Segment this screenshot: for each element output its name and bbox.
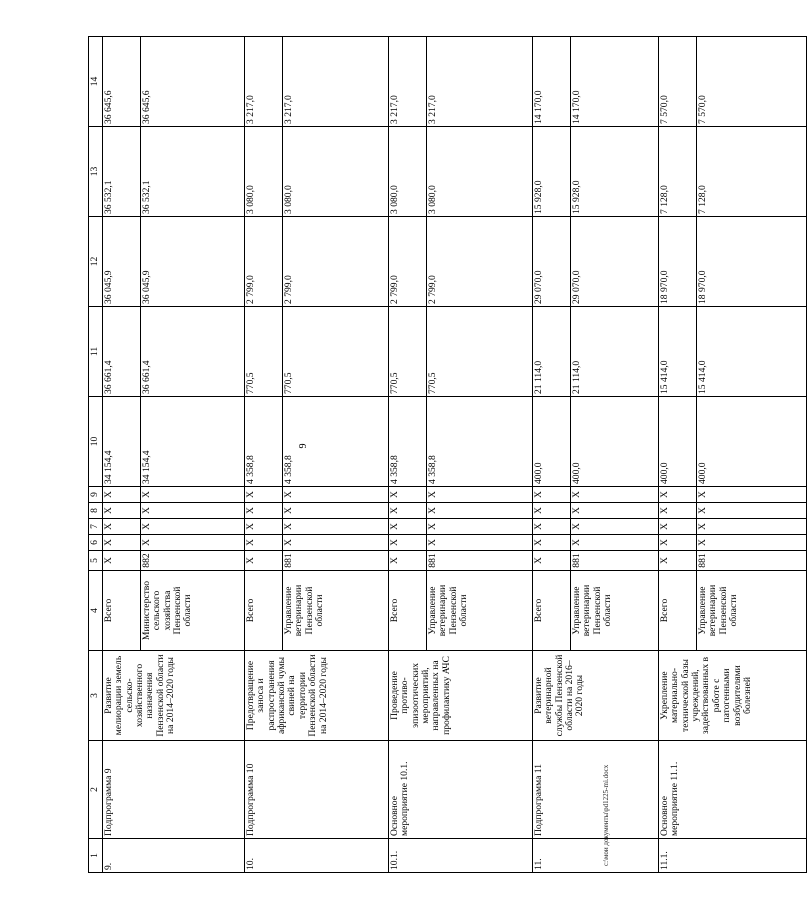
program-title-cell: Предотвращение заноса и распространения африканской чумы свиней на территории Пензенской области на 2014–2020 годы xyxy=(245,651,389,741)
code-cell: Х xyxy=(103,519,141,535)
code-cell: Х xyxy=(697,519,807,535)
amount-cell: 400,0 xyxy=(571,397,659,487)
executor-cell: Министерство сельского хозяйства Пензенской области xyxy=(141,571,245,651)
column-number-header: 3 xyxy=(89,651,103,741)
amount-cell: 36 661,4 xyxy=(103,307,141,397)
amount-cell: 3 217,0 xyxy=(427,37,533,127)
program-title-cell: Укрепление материально-технической базы учреждений, задействованных в работе с патогенными возбудителями болезней xyxy=(659,651,807,741)
code-cell: 881 xyxy=(283,551,389,571)
amount-cell: 3 080,0 xyxy=(389,127,427,217)
row-number-cell: 10.1. xyxy=(389,839,533,873)
amount-cell: 15 928,0 xyxy=(533,127,571,217)
code-cell: Х xyxy=(571,519,659,535)
program-name-cell: Подпрограмма 10 xyxy=(245,741,389,839)
amount-cell: 34 154,4 xyxy=(141,397,245,487)
amount-cell: 36 645,6 xyxy=(103,37,141,127)
column-number-header: 5 xyxy=(89,551,103,571)
column-number-header: 9 xyxy=(89,487,103,503)
code-cell: Х xyxy=(103,535,141,551)
amount-cell: 15 414,0 xyxy=(659,307,697,397)
executor-cell: Управление ветеринарии Пензенской области xyxy=(571,571,659,651)
amount-cell: 7 570,0 xyxy=(659,37,697,127)
code-cell: Х xyxy=(697,487,807,503)
code-cell: Х xyxy=(283,519,389,535)
code-cell: Х xyxy=(245,535,283,551)
column-number-header: 1 xyxy=(89,839,103,873)
amount-cell: 36 045,9 xyxy=(141,217,245,307)
amount-cell: 14 170,0 xyxy=(533,37,571,127)
code-cell: Х xyxy=(245,551,283,571)
code-cell: Х xyxy=(245,519,283,535)
code-cell: Х xyxy=(533,551,571,571)
amount-cell: 3 217,0 xyxy=(389,37,427,127)
amount-cell: 2 799,0 xyxy=(245,217,283,307)
amount-cell: 7 128,0 xyxy=(659,127,697,217)
executor-cell: Всего xyxy=(659,571,697,651)
budget-table xyxy=(88,36,807,873)
code-cell: 881 xyxy=(697,551,807,571)
column-number-header: 8 xyxy=(89,503,103,519)
code-cell: Х xyxy=(283,487,389,503)
amount-cell: 4 358,8 xyxy=(245,397,283,487)
code-cell: Х xyxy=(103,503,141,519)
amount-cell: 14 170,0 xyxy=(571,37,659,127)
code-cell: Х xyxy=(245,503,283,519)
table-row xyxy=(533,37,571,873)
amount-cell: 2 799,0 xyxy=(427,217,533,307)
amount-cell: 400,0 xyxy=(533,397,571,487)
code-cell: Х xyxy=(103,551,141,571)
code-cell: Х xyxy=(103,487,141,503)
amount-cell: 18 970,0 xyxy=(697,217,807,307)
amount-cell: 29 070,0 xyxy=(571,217,659,307)
executor-cell: Всего xyxy=(389,571,427,651)
amount-cell: 400,0 xyxy=(697,397,807,487)
code-cell: Х xyxy=(571,503,659,519)
executor-cell: Управление ветеринарии Пензенской области xyxy=(697,571,807,651)
amount-cell: 770,5 xyxy=(389,307,427,397)
code-cell: Х xyxy=(659,535,697,551)
table-row xyxy=(389,37,427,873)
amount-cell: 36 532,1 xyxy=(103,127,141,217)
program-title-cell: Развитие ветеринарной службы Пензенской области на 2016–2020 годы xyxy=(533,651,659,741)
code-cell: Х xyxy=(659,551,697,571)
footer-file-path: c:\мои документы\pd1225-mi.docx xyxy=(602,764,610,866)
code-cell: 881 xyxy=(427,551,533,571)
amount-cell: 36 645,6 xyxy=(141,37,245,127)
column-number-header: 12 xyxy=(89,217,103,307)
code-cell: Х xyxy=(389,551,427,571)
amount-cell: 2 799,0 xyxy=(283,217,389,307)
column-number-header: 4 xyxy=(89,571,103,651)
code-cell: Х xyxy=(141,535,245,551)
executor-cell: Управление ветеринарии Пензенской области xyxy=(427,571,533,651)
code-cell: 882 xyxy=(141,551,245,571)
column-number-header: 11 xyxy=(89,307,103,397)
row-number-cell: 10. xyxy=(245,839,389,873)
row-number-cell: 9. xyxy=(103,839,245,873)
table-row xyxy=(659,37,697,873)
code-cell: Х xyxy=(697,535,807,551)
code-cell: Х xyxy=(659,519,697,535)
amount-cell: 770,5 xyxy=(283,307,389,397)
code-cell: Х xyxy=(659,487,697,503)
header-row xyxy=(89,37,103,873)
column-number-header: 10 xyxy=(89,397,103,487)
amount-cell: 21 114,0 xyxy=(533,307,571,397)
code-cell: Х xyxy=(533,519,571,535)
amount-cell: 400,0 xyxy=(659,397,697,487)
program-name-cell: Основное мероприятие 11.1. xyxy=(659,741,807,839)
code-cell: Х xyxy=(427,519,533,535)
amount-cell: 21 114,0 xyxy=(571,307,659,397)
column-number-header: 2 xyxy=(89,741,103,839)
amount-cell: 15 928,0 xyxy=(571,127,659,217)
amount-cell: 3 080,0 xyxy=(245,127,283,217)
row-number-cell: 11.1. xyxy=(659,839,807,873)
amount-cell: 18 970,0 xyxy=(659,217,697,307)
code-cell: Х xyxy=(571,535,659,551)
amount-cell: 2 799,0 xyxy=(389,217,427,307)
amount-cell: 36 045,9 xyxy=(103,217,141,307)
amount-cell: 3 217,0 xyxy=(245,37,283,127)
amount-cell: 4 358,8 xyxy=(427,397,533,487)
code-cell: Х xyxy=(141,519,245,535)
code-cell: Х xyxy=(141,487,245,503)
amount-cell: 36 661,4 xyxy=(141,307,245,397)
code-cell: Х xyxy=(389,503,427,519)
code-cell: Х xyxy=(427,487,533,503)
amount-cell: 770,5 xyxy=(245,307,283,397)
amount-cell: 3 080,0 xyxy=(283,127,389,217)
program-name-cell: Основное мероприятие 10.1. xyxy=(389,741,533,839)
amount-cell: 7 128,0 xyxy=(697,127,807,217)
program-name-cell: Подпрограмма 9 xyxy=(103,741,245,839)
code-cell: Х xyxy=(389,535,427,551)
column-number-header: 6 xyxy=(89,535,103,551)
amount-cell: 7 570,0 xyxy=(697,37,807,127)
program-title-cell: Проведение противо-эпизоотических мероприятий, направленных на профилактику АЧС xyxy=(389,651,533,741)
table-row xyxy=(103,37,141,873)
code-cell: Х xyxy=(141,503,245,519)
column-number-header: 7 xyxy=(89,519,103,535)
program-name-cell: Подпрограмма 11 xyxy=(533,741,659,839)
executor-cell: Управление ветеринарии Пензенской области xyxy=(283,571,389,651)
code-cell: Х xyxy=(283,503,389,519)
code-cell: 881 xyxy=(571,551,659,571)
executor-cell: Всего xyxy=(103,571,141,651)
amount-cell: 15 414,0 xyxy=(697,307,807,397)
table-row xyxy=(245,37,283,873)
executor-cell: Всего xyxy=(533,571,571,651)
code-cell: Х xyxy=(389,487,427,503)
code-cell: Х xyxy=(659,503,697,519)
amount-cell: 36 532,1 xyxy=(141,127,245,217)
amount-cell: 770,5 xyxy=(427,307,533,397)
code-cell: Х xyxy=(533,487,571,503)
amount-cell: 29 070,0 xyxy=(533,217,571,307)
code-cell: Х xyxy=(697,503,807,519)
code-cell: Х xyxy=(533,503,571,519)
code-cell: Х xyxy=(427,535,533,551)
column-number-header: 13 xyxy=(89,127,103,217)
code-cell: Х xyxy=(533,535,571,551)
executor-cell: Всего xyxy=(245,571,283,651)
code-cell: Х xyxy=(245,487,283,503)
code-cell: Х xyxy=(389,519,427,535)
amount-cell: 3 080,0 xyxy=(427,127,533,217)
row-number-cell: 11. xyxy=(533,839,659,873)
amount-cell: 3 217,0 xyxy=(283,37,389,127)
column-number-header: 14 xyxy=(89,37,103,127)
amount-cell: 34 154,4 xyxy=(103,397,141,487)
code-cell: Х xyxy=(427,503,533,519)
page-number: 9 xyxy=(298,443,309,449)
code-cell: Х xyxy=(571,487,659,503)
amount-cell: 4 358,8 xyxy=(283,397,389,487)
code-cell: Х xyxy=(283,535,389,551)
amount-cell: 4 358,8 xyxy=(389,397,427,487)
program-title-cell: Развитие мелиорации земель сельско-хозяйственного назначения Пензенской области на 2014–2020 годы xyxy=(103,651,245,741)
